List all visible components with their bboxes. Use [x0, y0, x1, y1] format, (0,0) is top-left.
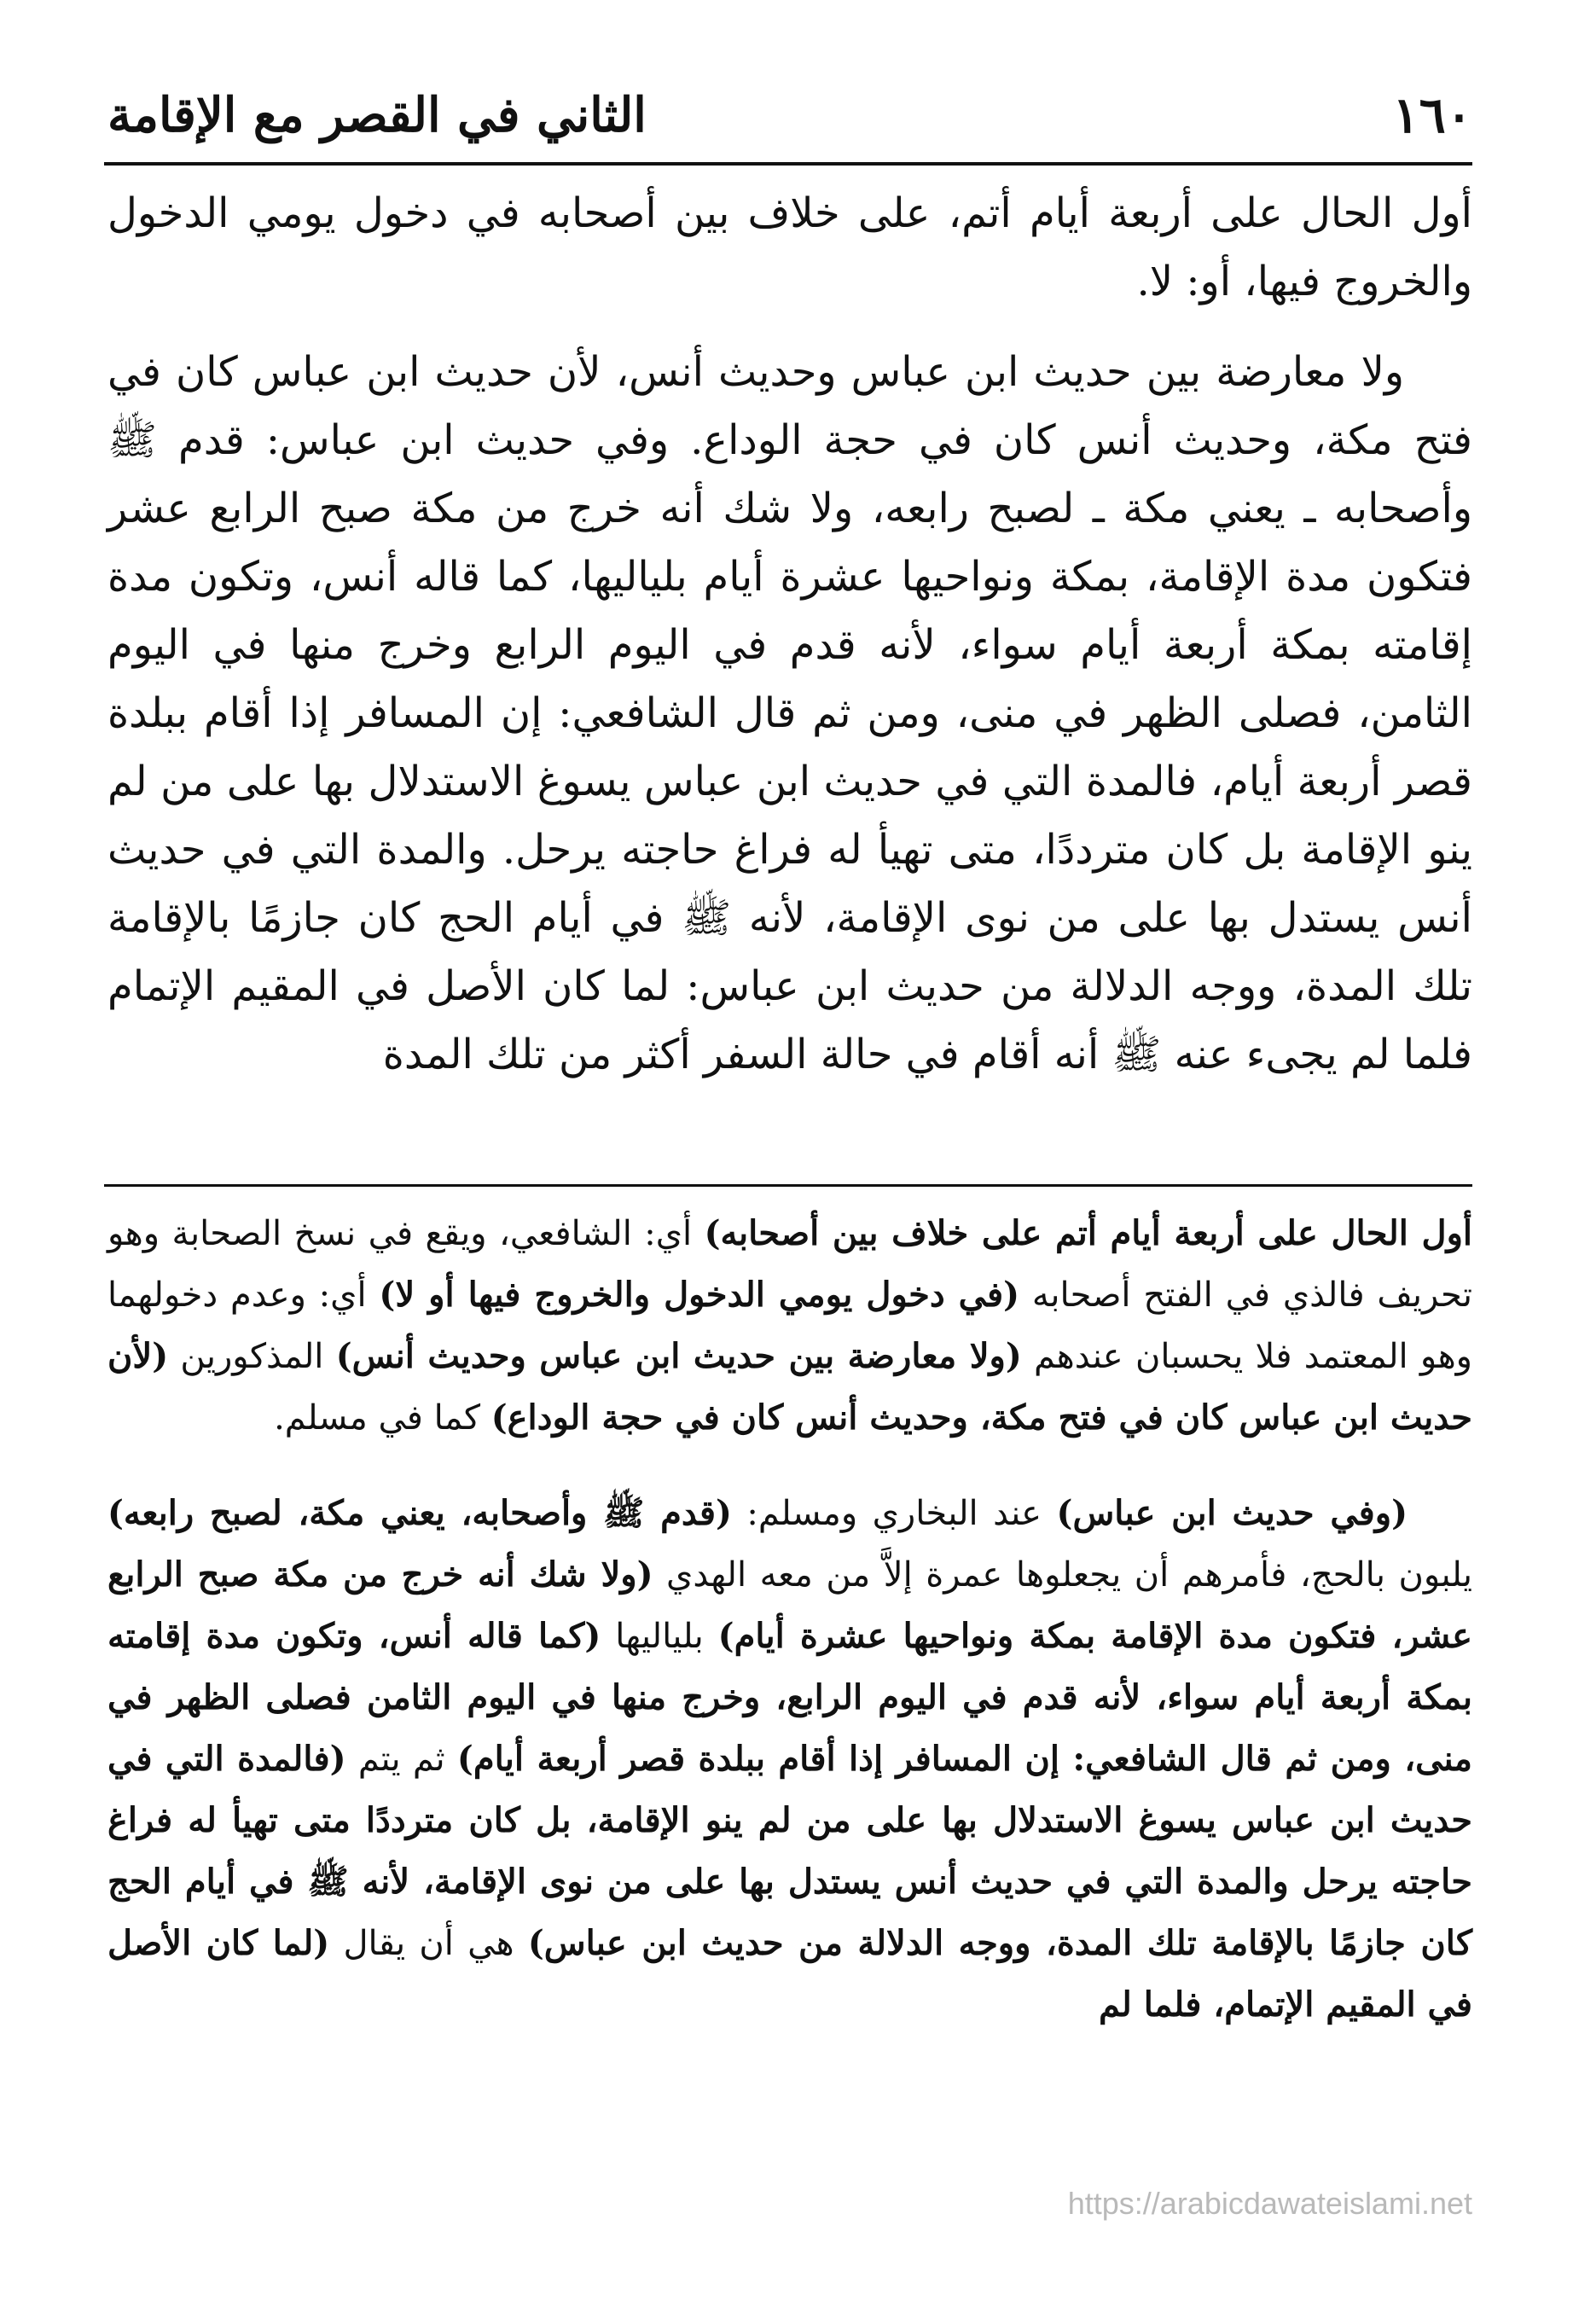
running-title: الثاني في القصر مع الإقامة — [107, 87, 647, 143]
quoted-text: (فالمدة التي في حديث ابن عباس يسوغ الاستدلال بها على من لم ينو الإقامة، بل كان مترددًا متى تهيأ له فراغ حاجته يرحل والمدة التي في حديث أنس يستدل بها على من نوى الإقامة، لأنه ﷺ في أيام الحج كان جازمًا بالإقامة تلك المدة، ووجه الدلالة من حديث ابن عباس) — [107, 1739, 1472, 1963]
page-header — [107, 77, 1472, 154]
quoted-text: (لأن حديث ابن عباس كان في فتح مكة، وحديث أنس كان في حجة الوداع) — [107, 1336, 1472, 1438]
quoted-text: أول الحال على أربعة أيام أتم على خلاف بين أصحابه) — [704, 1213, 1472, 1253]
main-text — [107, 179, 1472, 1089]
comment-text: المذكورين — [168, 1337, 336, 1376]
comment-text: يلبون بالحج، فأمرهم أن يجعلوها عمرة إلاَّ من معه الهدي — [653, 1555, 1472, 1595]
page-number: ١٦٠ — [1392, 86, 1472, 144]
comment-text: بلياليها — [601, 1617, 718, 1656]
quoted-text: (وفي حديث ابن عباس) — [1056, 1493, 1408, 1533]
quoted-text: (ولا شك أنه خرج من مكة صبح الرابع عشر، فتكون مدة الإقامة بمكة ونواحيها عشرة أيام) — [107, 1554, 1472, 1656]
main-paragraph-1: أول الحال على أربعة أيام أتم، على خلاف بين أصحابه في دخول يومي الدخول والخروج فيها، أو: لا. — [107, 189, 1473, 305]
header-divider — [104, 162, 1472, 166]
comment-text: عند البخاري ومسلم: — [731, 1494, 1057, 1533]
comment-text: هي أن يقال — [329, 1924, 528, 1963]
commentary-paragraph-2 — [107, 1483, 1472, 2036]
main-paragraph-2: ولا معارضة بين حديث ابن عباس وحديث أنس، لأن حديث ابن عباس كان في فتح مكة، وحديث أنس كان في حجة الوداع. وفي حديث ابن عباس: قدم ﷺ وأصحابه ـ يعني مكة ـ لصبح رابعه، ولا شك أنه خرج من مكة صبح الرابع عشر فتكون مدة الإقامة، بمكة ونواحيها عشرة أيام بلياليها، كما قاله أنس، وتكون مدة إقامته بمكة أربعة أيام سواء، لأنه قدم في اليوم الرابع وخرج منها في اليوم الثامن، فصلى الظهر في منى، ومن ثم قال الشافعي: إن المسافر إذا أقام ببلدة قصر أربعة أيام، فالمدة التي في حديث ابن عباس يسوغ الاستدلال بها على من لم ينو الإقامة بل كان مترددًا، متى تهيأ له فراغ حاجته يرحل. والمدة التي في حديث أنس يستدل بها على من نوى الإقامة، لأنه ﷺ في أيام الحج كان جازمًا بالإقامة تلك المدة، ووجه الدلالة من حديث ابن عباس: لما كان الأصل في المقيم الإتمام فلما لم يجىء عنه ﷺ أنه أقام في حالة السفر أكثر من تلك المدة — [107, 348, 1473, 1078]
commentary-divider — [104, 1184, 1472, 1187]
comment-text: أي: الشافعي، ويقع في نسخ الصحابة وهو تحريف فالذي في الفتح أصحابه — [107, 1214, 1472, 1315]
comment-text: أي: وعدم دخولهما وهو المعتمد فلا يحسبان عندهم — [107, 1275, 1472, 1376]
comment-text: كما في مسلم. — [274, 1398, 491, 1438]
quoted-text: (لما كان الأصل في المقيم الإتمام، فلما لم — [107, 1923, 1472, 2025]
commentary — [107, 1203, 1472, 2036]
quoted-text: (في دخول يومي الدخول والخروج فيها أو لا) — [379, 1275, 1020, 1315]
quoted-text: (قدم ﷺ وأصحابه، يعني مكة، لصبح رابعه) — [107, 1493, 732, 1533]
quoted-text: (ولا معارضة بين حديث ابن عباس وحديث أنس) — [335, 1336, 1022, 1376]
watermark-url: https://arabicdawateislami.net — [1067, 2186, 1472, 2221]
comment-text: ثم يتم — [345, 1740, 457, 1779]
commentary-paragraph-1 — [107, 1203, 1472, 1449]
quoted-text: (كما قاله أنس، وتكون مدة إقامته بمكة أربعة أيام سواء، لأنه قدم في اليوم الرابع، وخرج منها في اليوم الثامن فصلى الظهر في منى، ومن ثم قال الشافعي: إن المسافر إذا أقام ببلدة قصر أربعة أيام) — [107, 1616, 1472, 1779]
